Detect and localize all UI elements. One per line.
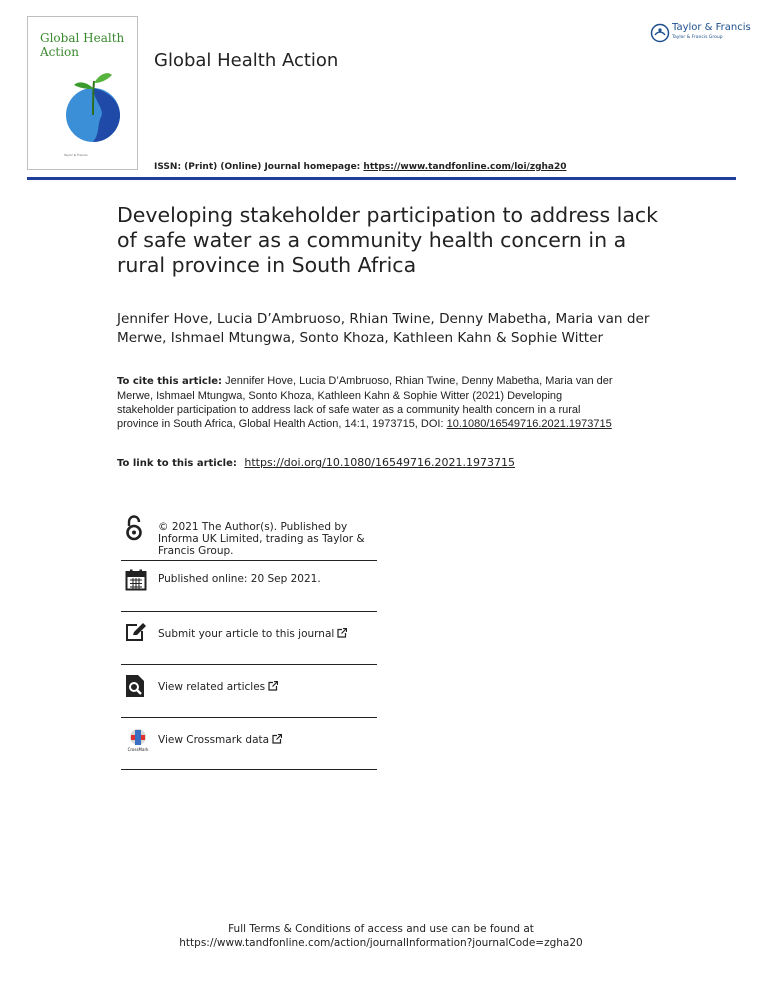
crossmark-link[interactable] — [158, 734, 282, 746]
cover-title: Global Health Action — [40, 31, 125, 59]
external-link-icon — [272, 734, 282, 744]
globe-plant-illustration — [64, 67, 122, 147]
related-articles-link[interactable] — [158, 681, 278, 693]
related-articles-row[interactable] — [121, 665, 377, 718]
publisher-name: Taylor & Francis — [672, 22, 751, 33]
terms-footer — [0, 922, 762, 950]
calendar-icon — [125, 569, 147, 591]
copyright-row — [121, 510, 377, 561]
submit-article-label: Submit your article to this journal — [158, 628, 335, 640]
publisher-logo — [650, 22, 751, 44]
footer-line-1: Full Terms & Conditions of access and use can be found at — [228, 923, 534, 935]
submit-article-row[interactable] — [121, 612, 377, 665]
issn-homepage-line — [154, 162, 567, 172]
link-label: To link to this article: — [117, 458, 237, 469]
article-doi-link[interactable]: https://doi.org/10.1080/16549716.2021.1973715 — [244, 456, 515, 469]
related-articles-label: View related articles — [158, 681, 266, 693]
info-panel — [121, 510, 377, 770]
external-link-icon — [268, 681, 278, 691]
publisher-logo-icon — [650, 23, 670, 43]
copyright-text: © 2021 The Author(s). Published by Informa UK Limited, trading as Taylor & Francis Group. — [158, 521, 365, 557]
published-row — [121, 561, 377, 612]
cite-doi-link[interactable]: 10.1080/16549716.2021.1973715 — [446, 418, 612, 430]
article-authors: Jennifer Hove, Lucia D’Ambruoso, Rhian Twine, Denny Mabetha, Maria van der Merwe, Ishmael Mtungwa, Sonto Khoza, Kathleen Kahn & Sophie Witter — [117, 311, 650, 346]
cite-label: To cite this article: — [117, 376, 223, 387]
cite-text: Jennifer Hove, Lucia D’Ambruoso, Rhian Twine, Denny Mabetha, Maria van der Merwe, Ishmael Mtungwa, Sonto Khoza, Kathleen Kahn & Sophie Witter (2021) Developing stakeholder participation to address lack of safe water as a community health concern in a rural province in South Africa, Global Health Action, 14:1, 1973715, DOI: — [117, 375, 613, 430]
open-access-icon — [125, 515, 143, 541]
crossmark-row[interactable] — [121, 718, 377, 770]
crossmark-logo-text: CrossMark — [127, 747, 149, 752]
footer-terms-link[interactable]: https://www.tandfonline.com/action/journalInformation?journalCode=zgha20 — [179, 937, 583, 949]
header-rule — [27, 177, 736, 180]
cover-publisher-tag: Taylor & Francis — [64, 153, 88, 157]
journal-cover — [27, 16, 138, 170]
journal-homepage-link[interactable]: https://www.tandfonline.com/loi/zgha20 — [363, 162, 567, 172]
submit-article-link[interactable] — [158, 628, 347, 640]
edit-icon — [125, 622, 147, 642]
crossmark-logo — [125, 728, 151, 754]
publisher-group: Taylor & Francis Group — [672, 35, 723, 40]
crossmark-label: View Crossmark data — [158, 734, 270, 746]
article-title: Developing stakeholder participation to address lack of safe water as a community health concern in a rural province in South Africa — [117, 203, 659, 277]
article-link-line — [117, 456, 515, 469]
published-date: Published online: 20 Sep 2021. — [158, 573, 321, 585]
related-articles-icon — [125, 674, 145, 698]
journal-name: Global Health Action — [154, 50, 339, 71]
issn-text: ISSN: (Print) (Online) Journal homepage: — [154, 162, 364, 172]
external-link-icon — [337, 628, 347, 638]
citation-block — [117, 374, 617, 431]
